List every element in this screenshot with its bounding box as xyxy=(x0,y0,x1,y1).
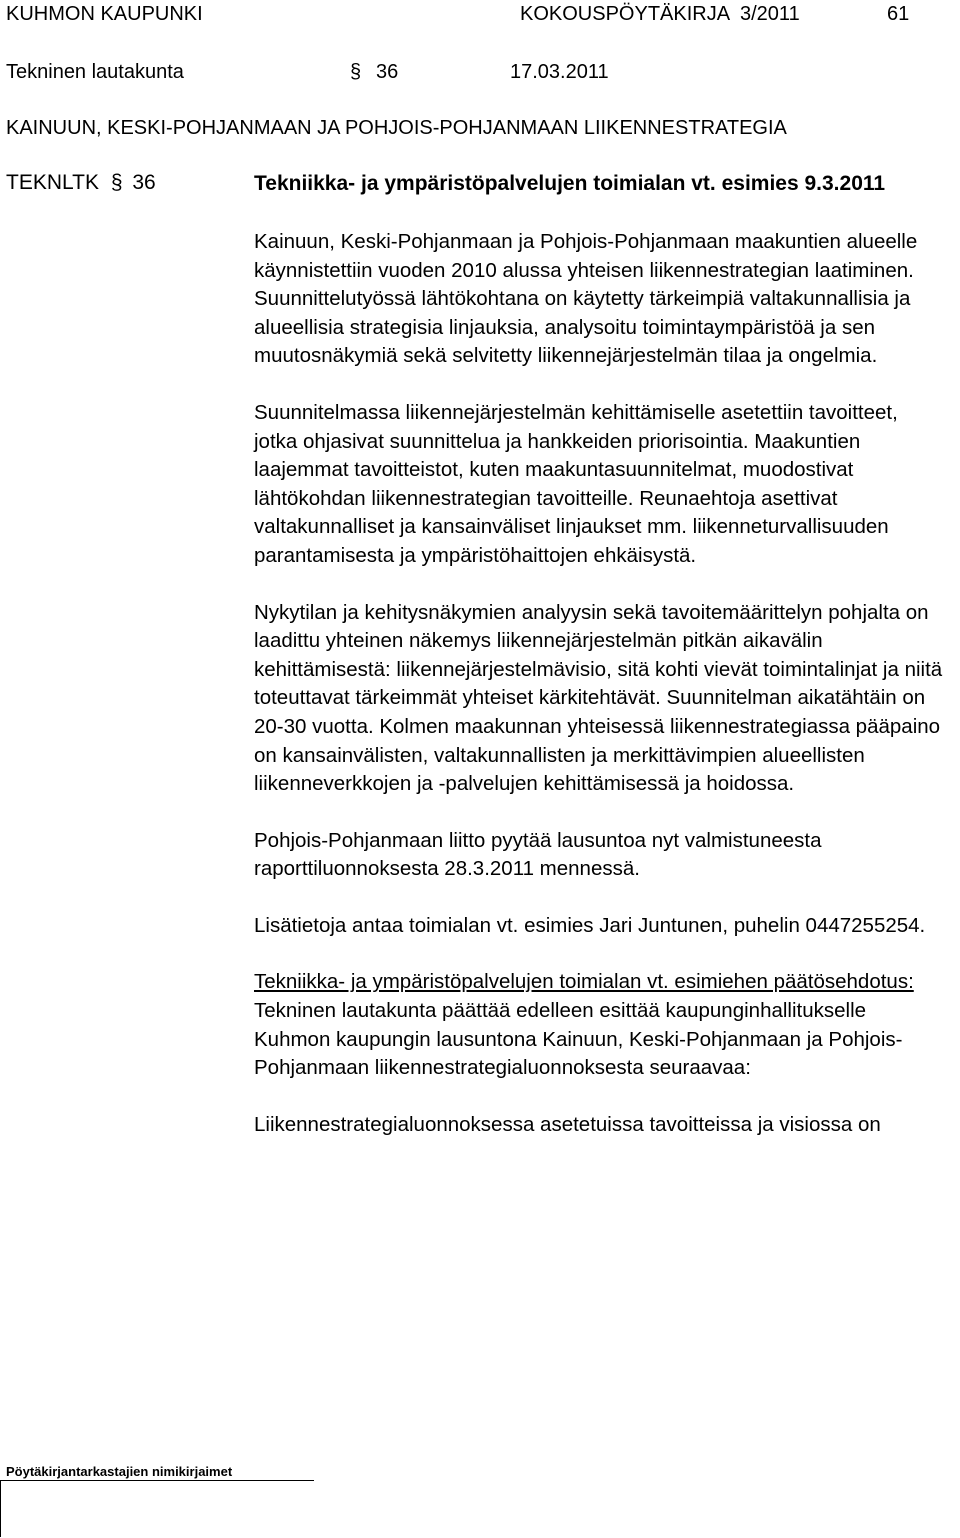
proposal-text: Tekninen lautakunta päättää edelleen esittää kaupunginhallitukselle Kuhmon kaupungin lausuntona Kainuun, Keski-Pohjanmaan ja Pohjois-Pohjanmaan liikennestrategialuonnoksesta seuraavaa: xyxy=(254,999,903,1080)
paragraph-5: Lisätietoja antaa toimialan vt. esimies Jari Juntunen, puhelin 0447255254. xyxy=(254,913,926,937)
signers-initials-box xyxy=(0,1481,314,1537)
paragraph-2: Suunnitelmassa liikennejärjestelmän kehittämiselle asetettiin tavoitteet, jotka ohjasivat suunnittelua ja hankkeiden priorisointia. Maakuntien laajemmat tavoitteistot, kuten maakuntasuunnitelmat, muodostivat lähtökohdan liikennestrategian tavoitteille. Reunaehtoja asettivat valtakunnalliset ja kansainväliset linjaukset mm. liikenneturvallisuuden parantamisesta ja ympäristöhaittojen ehkäisystä. xyxy=(254,400,898,567)
header-page-number: 61 xyxy=(887,3,910,25)
signers-label: Pöytäkirjantarkastajien nimikirjaimet xyxy=(6,1464,233,1479)
closing-paragraph: Liikennestrategialuonnoksessa asetetuissa tavoitteissa ja visiossa on xyxy=(254,1112,881,1136)
header-doc-type: KOKOUSPÖYTÄKIRJA xyxy=(520,3,731,25)
section-heading: Tekniikka- ja ympäristöpalvelujen toimialan vt. esimies 9.3.2011 xyxy=(254,172,886,195)
paragraph-1: Kainuun, Keski-Pohjanmaan ja Pohjois-Pohjanmaan maakuntien alueelle käynnistettiin vuoden 2010 alussa yhteisen liikennestrategian laatiminen. Suunnittelutyössä lähtökohtana on käytetty tärkeimpiä valtakunnallisia ja alueellisia strategisia linjauksia, analysoitu toimintaympäristöä ja sen muutosnäkymiä sekä selvitetty liikennejärjestelmän tilaa ja ongelmia. xyxy=(254,230,918,368)
section-label-text: TEKNLTK xyxy=(6,171,99,194)
header-committee: Tekninen lautakunta xyxy=(6,61,184,83)
paragraph-3: Nykytilan ja kehitysnäkymien analyysin sekä tavoitemäärittelyn pohjalta on laadittu yhteinen näkemys liikennejärjestelmän pitkän aikavälin kehittämisestä: liikennejärjestelmävisio, sitä kohti vievät toimintalinjat ja niitä toteuttavat tärkeimmät yhteiset kärkitehtävät. Suunnitelman aikatähtäin on 20-30 vuotta. Kolmen maakunnan yhteisessä liikennestrategiassa pääpaino on kansainvälisten, valtakunnallisten ja merkittävimpien alueellisten liikenneverkkojen ja -palvelujen kehittämisessä ja hoidossa. xyxy=(254,600,943,796)
section-label-number: 36 xyxy=(132,171,156,194)
section-sign-icon: § xyxy=(110,171,123,194)
header-date: 17.03.2011 xyxy=(510,61,609,83)
header-section-number: 36 xyxy=(376,61,399,83)
section-label xyxy=(6,170,156,196)
proposal-heading: Tekniikka- ja ympäristöpalvelujen toimialan vt. esimiehen päätösehdotus: xyxy=(254,970,914,994)
main-content xyxy=(254,170,944,1167)
proposal-block xyxy=(254,968,944,1082)
section-sign-icon: § xyxy=(350,61,362,83)
header-org: KUHMON KAUPUNKI xyxy=(6,3,203,25)
header-doc-number: 3/2011 xyxy=(740,3,800,25)
paragraph-4: Pohjois-Pohjanmaan liitto pyytää lausuntoa nyt valmistuneesta raporttiluonnoksesta 28.3.2011 mennessä. xyxy=(254,828,822,881)
header-topic: KAINUUN, KESKI-POHJANMAAN JA POHJOIS-POHJANMAAN LIIKENNESTRATEGIA xyxy=(6,117,787,139)
